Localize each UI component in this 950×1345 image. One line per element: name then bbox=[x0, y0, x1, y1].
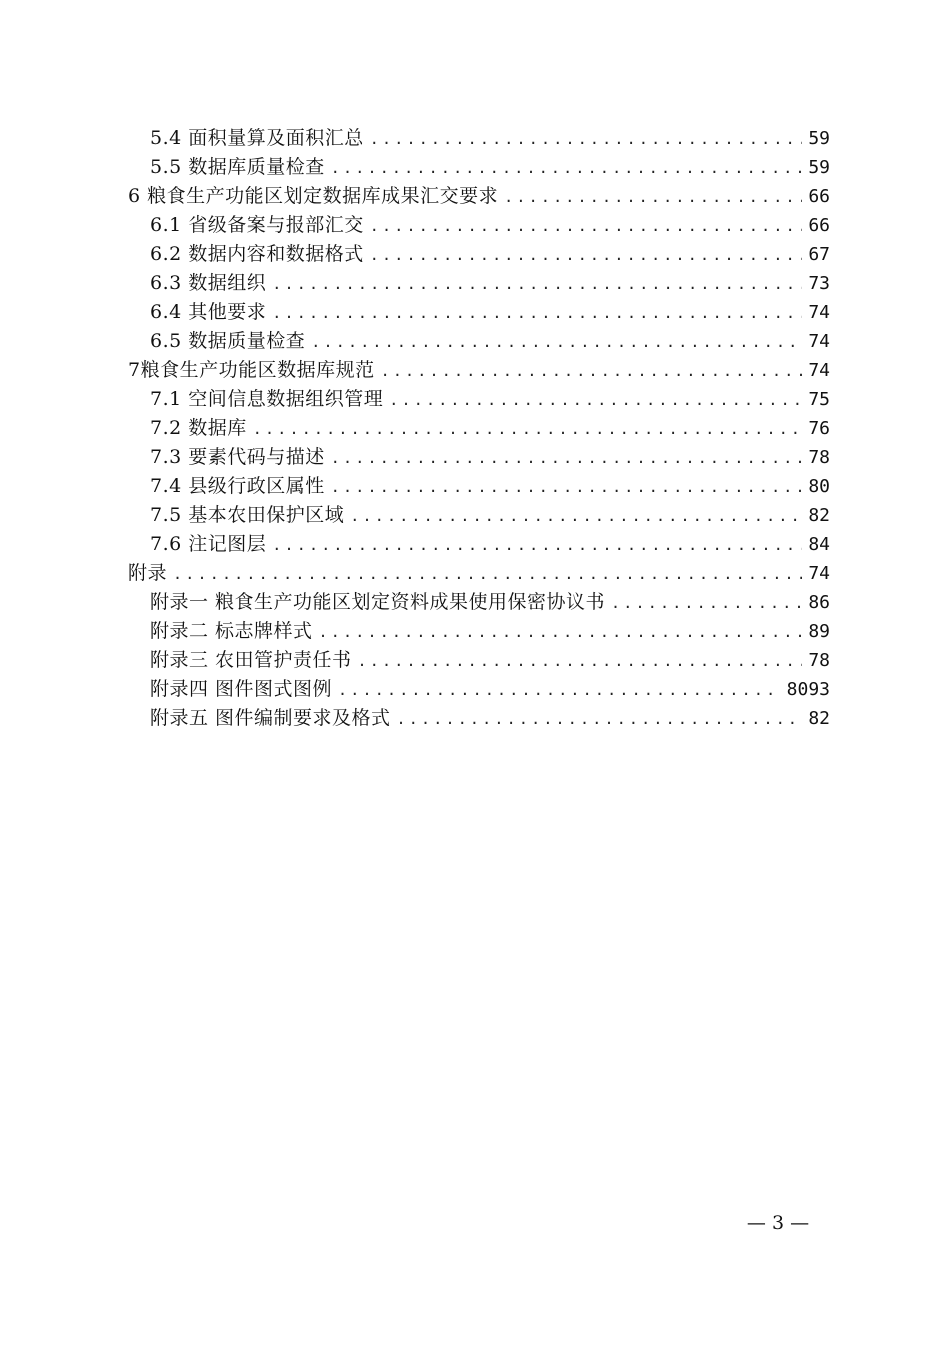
toc-dot-leader bbox=[389, 386, 802, 415]
toc-dot-leader bbox=[173, 560, 802, 589]
toc-entry-label: 附录一 粮食生产功能区划定资料成果使用保密协议书 bbox=[150, 591, 606, 613]
toc-dot-leader bbox=[272, 270, 802, 299]
toc-entry-label: 5.5 数据库质量检查 bbox=[150, 156, 325, 178]
toc-dot-leader bbox=[272, 531, 802, 560]
toc-entry-appendix-5[interactable] bbox=[128, 704, 830, 733]
toc-entry-page: 74 bbox=[808, 331, 830, 352]
toc-entry-page: 66 bbox=[808, 215, 830, 236]
toc-dot-leader bbox=[370, 241, 803, 270]
toc-entry-label: 7粮食生产功能区数据库规范 bbox=[128, 359, 375, 381]
toc-dot-leader bbox=[504, 183, 802, 212]
toc-entry-label: 5.4 面积量算及面积汇总 bbox=[150, 127, 364, 149]
toc-entry-label: 6.3 数据组织 bbox=[150, 272, 267, 294]
toc-entry-7-5[interactable] bbox=[128, 501, 830, 530]
page-number: — 3 — bbox=[746, 1212, 810, 1234]
toc-entry-7-3[interactable] bbox=[128, 443, 830, 472]
toc-entry-page: 74 bbox=[808, 563, 830, 584]
toc-entry-page: 73 bbox=[808, 273, 830, 294]
toc-entry-label: 6.5 数据质量检查 bbox=[150, 330, 306, 352]
toc-entry-label: 6.2 数据内容和数据格式 bbox=[150, 243, 364, 265]
toc-dot-leader bbox=[331, 444, 803, 473]
toc-entry-7[interactable] bbox=[128, 356, 830, 385]
toc-dot-leader bbox=[331, 473, 803, 502]
toc-entry-label: 7.4 县级行政区属性 bbox=[150, 475, 325, 497]
toc-entry-page: 59 bbox=[808, 157, 830, 178]
toc-entry-label: 7.5 基本农田保护区域 bbox=[150, 504, 345, 526]
toc-entry-label: 6.1 省级备案与报部汇交 bbox=[150, 214, 364, 236]
toc-dot-leader bbox=[370, 212, 803, 241]
toc-dot-leader bbox=[311, 328, 802, 357]
toc-entry-page: 80 bbox=[808, 476, 830, 497]
toc-dot-leader bbox=[611, 589, 802, 618]
toc-entry-appendix-4[interactable] bbox=[128, 675, 830, 704]
toc-entry-7-4[interactable] bbox=[128, 472, 830, 501]
toc-entry-page: 86 bbox=[808, 592, 830, 613]
toc-entry-label: 7.2 数据库 bbox=[150, 417, 247, 439]
toc-entry-5-4[interactable] bbox=[128, 124, 830, 153]
toc-dot-leader bbox=[272, 299, 802, 328]
toc-dot-leader bbox=[381, 357, 803, 386]
toc-entry-label: 7.3 要素代码与描述 bbox=[150, 446, 325, 468]
toc-entry-page: 89 bbox=[808, 621, 830, 642]
toc-entry-page: 75 bbox=[808, 389, 830, 410]
toc-dot-leader bbox=[319, 618, 803, 647]
toc-entry-7-2[interactable] bbox=[128, 414, 830, 443]
toc-entry-page: 82 bbox=[808, 505, 830, 526]
toc-dot-leader bbox=[370, 125, 803, 154]
toc-entry-page: 76 bbox=[808, 418, 830, 439]
toc-entry-page: 66 bbox=[808, 186, 830, 207]
toc-dot-leader bbox=[338, 676, 781, 705]
toc-entry-appendix-3[interactable] bbox=[128, 646, 830, 675]
table-of-contents bbox=[128, 124, 830, 733]
toc-dot-leader bbox=[358, 647, 803, 676]
toc-entry-label: 附录 bbox=[128, 562, 168, 584]
toc-entry-page: 82 bbox=[808, 708, 830, 729]
toc-entry-6-3[interactable] bbox=[128, 269, 830, 298]
toc-entry-label: 7.6 注记图层 bbox=[150, 533, 267, 555]
toc-entry-page: 84 bbox=[808, 534, 830, 555]
toc-entry-6[interactable] bbox=[128, 182, 830, 211]
toc-entry-appendix[interactable] bbox=[128, 559, 830, 588]
toc-entry-appendix-2[interactable] bbox=[128, 617, 830, 646]
toc-entry-label: 附录四 图件图式图例 bbox=[150, 678, 333, 700]
toc-entry-label: 7.1 空间信息数据组织管理 bbox=[150, 388, 384, 410]
toc-entry-label: 附录二 标志牌样式 bbox=[150, 620, 313, 642]
toc-entry-7-1[interactable] bbox=[128, 385, 830, 414]
toc-entry-page: 78 bbox=[808, 650, 830, 671]
toc-dot-leader bbox=[253, 415, 803, 444]
toc-entry-page: 74 bbox=[808, 302, 830, 323]
toc-entry-6-4[interactable] bbox=[128, 298, 830, 327]
toc-entry-label: 附录三 农田管护责任书 bbox=[150, 649, 352, 671]
toc-entry-label: 附录五 图件编制要求及格式 bbox=[150, 707, 391, 729]
toc-entry-page: 59 bbox=[808, 128, 830, 149]
toc-entry-page: 74 bbox=[808, 360, 830, 381]
toc-entry-label: 6 粮食生产功能区划定数据库成果汇交要求 bbox=[128, 185, 499, 207]
toc-entry-6-5[interactable] bbox=[128, 327, 830, 356]
toc-entry-7-6[interactable] bbox=[128, 530, 830, 559]
toc-entry-appendix-1[interactable] bbox=[128, 588, 830, 617]
toc-entry-page: 8093 bbox=[786, 679, 830, 700]
toc-entry-page: 78 bbox=[808, 447, 830, 468]
toc-entry-page: 67 bbox=[808, 244, 830, 265]
toc-entry-6-1[interactable] bbox=[128, 211, 830, 240]
toc-dot-leader bbox=[397, 705, 803, 734]
toc-entry-5-5[interactable] bbox=[128, 153, 830, 182]
toc-dot-leader bbox=[331, 154, 803, 183]
toc-entry-label: 6.4 其他要求 bbox=[150, 301, 267, 323]
toc-dot-leader bbox=[350, 502, 802, 531]
toc-entry-6-2[interactable] bbox=[128, 240, 830, 269]
